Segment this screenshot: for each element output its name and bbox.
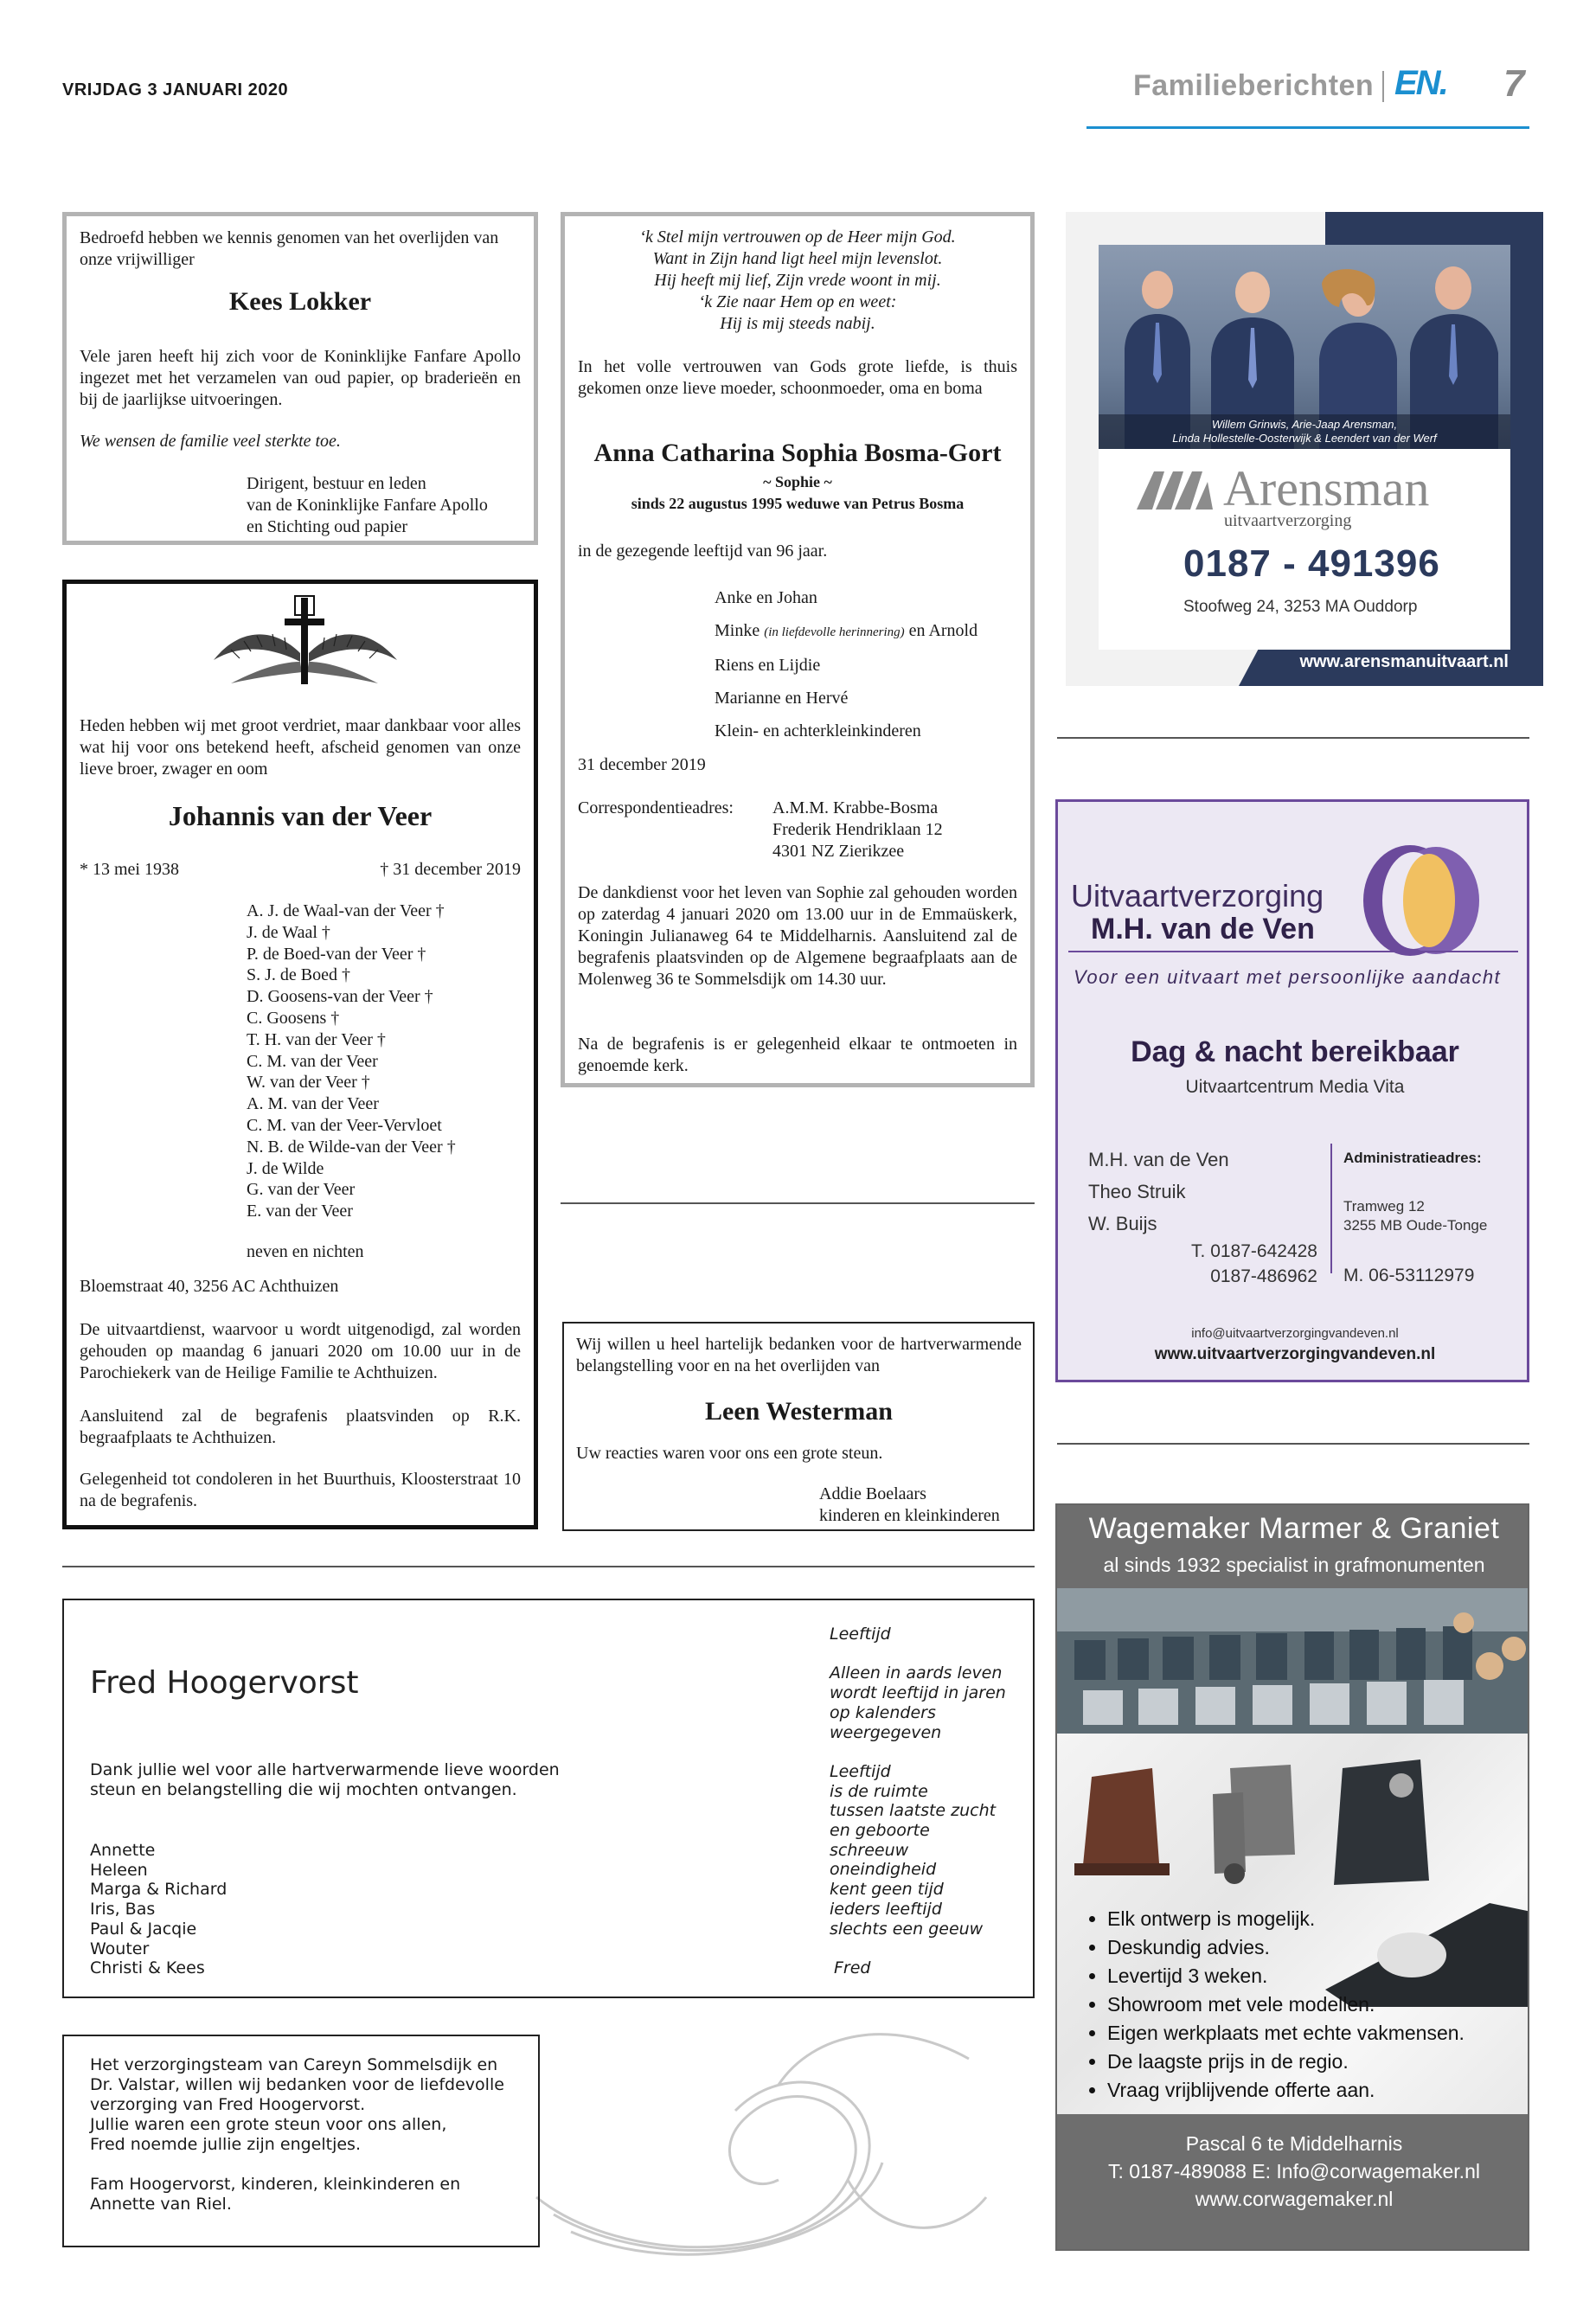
poem-line: Hij heeft mij lief, Zijn vrede woont in mij.	[654, 271, 941, 290]
admin-address	[1343, 1197, 1487, 1235]
family-member: Marianne en Hervé	[715, 689, 849, 708]
family-member: N. B. de Wilde-van der Veer †	[247, 1137, 456, 1157]
contact-line[interactable]: T: 0187-489088 E: Info@corwagemaker.nl	[1108, 2160, 1480, 2182]
phone-number: 0187 - 491396	[1183, 542, 1440, 585]
newspaper-logo: EN.	[1394, 64, 1447, 102]
family-member: A. M. van der Veer	[247, 1094, 379, 1114]
thanks-line: Dr. Valstar, willen wij bedanken voor de liefdevolle	[90, 2075, 504, 2094]
poem-line: wordt leeftijd in jaren	[830, 1683, 1006, 1703]
poem-line: Hij is mij steeds nabij.	[720, 314, 875, 333]
family-member: G. van der Veer	[247, 1180, 356, 1200]
signature-line: en Stichting oud papier	[247, 517, 408, 536]
notice-intro: In het volle vertrouwen van Gods grote liefde, is thuis gekomen onze lieve moeder, schoonmoeder, oma en boma	[578, 357, 1017, 398]
brand-title: Wagemaker Marmer & Graniet	[1088, 1512, 1500, 1545]
correspondence-label: Correspondentieadres:	[578, 798, 734, 817]
thanks-line: Dank jullie wel voor alle hartverwarmende lieve woorden	[90, 1760, 560, 1779]
family-member: J. de Waal †	[247, 922, 330, 942]
header-rule	[1086, 126, 1529, 129]
age-info: in de gezegende leeftijd van 96 jaar.	[578, 542, 828, 561]
deceased-name: Leen Westerman	[705, 1397, 893, 1426]
death-date: † 31 december 2019	[380, 860, 521, 879]
signature-line: van de Koninklijke Fanfare Apollo	[247, 496, 488, 515]
feature-item: • Levertijd 3 weken.	[1107, 1962, 1465, 1990]
signature-line: kinderen en kleinkinderen	[819, 1506, 1000, 1525]
notice-signature	[247, 473, 523, 538]
poem-spacer	[830, 1939, 1006, 1958]
family-member: Heleen	[90, 1860, 148, 1880]
family-list	[90, 1841, 227, 1978]
thanks-line: steun en belangstelling die wij mochten ontvangen.	[90, 1780, 517, 1799]
ad-wagemaker	[1055, 1503, 1529, 2251]
home-address: Bloemstraat 40, 3256 AC Achthuizen	[80, 1277, 339, 1296]
admin-label: Administratieadres:	[1343, 1150, 1482, 1166]
poem-signature: Fred	[834, 1958, 871, 1977]
notice-fred-hoogervorst	[62, 1599, 1035, 1998]
poem-line: oneindigheid	[830, 1860, 937, 1880]
funeral-service: De uitvaartdienst, waarvoor u wordt uitgenodigd, zal worden gehouden op maandag 6 januari 2020 om 10.00 uur in de Parochiekerk van de Heilige Familie te Achthuizen.	[80, 1320, 521, 1382]
team-photo	[1099, 245, 1510, 449]
cross-palm-icon	[205, 593, 404, 692]
nickname: ~ Sophie ~	[763, 473, 832, 490]
notice-leen-westerman	[562, 1322, 1035, 1531]
poem-line: ‘k Stel mijn vertrouwen op de Heer mijn God.	[639, 228, 956, 247]
notice-kees-lokker	[62, 212, 538, 545]
family-member: Iris, Bas	[90, 1900, 156, 1920]
ad-arensman	[1066, 212, 1543, 686]
family-member: Marga & Richard	[90, 1880, 228, 1900]
notice-body: Vele jaren heeft hij zich voor de Koninklijke Fanfare Apollo ingezet met het verzamelen van oud papier, op braderieën en bij de jaarlijkse uitvoeringen.	[80, 347, 521, 409]
thanks-text	[90, 2055, 504, 2214]
poem-line: Alleen in aards leven	[830, 1663, 1003, 1683]
notice-intro: Wij willen u heel hartelijk bedanken voor de hartverwarmende belangstelling voor en na het overlijden van	[576, 1335, 1022, 1375]
graveyard-photo	[1057, 1588, 1529, 1734]
family-member: Klein- en achterkleinkinderen	[715, 721, 921, 740]
signature-line: Fam Hoogervorst, kinderen, kleinkinderen en	[90, 2175, 461, 2194]
deceased-name: Johannis van der Veer	[168, 800, 433, 831]
poem-spacer	[830, 1644, 1006, 1664]
family-name: Minke	[715, 621, 760, 640]
family-member: Christi & Kees	[90, 1958, 205, 1978]
column-divider	[1057, 1443, 1529, 1445]
issue-date: VRIJDAG 3 JANUARI 2020	[62, 80, 289, 99]
thanks-text	[90, 1760, 560, 1800]
notice-intro: Bedroefd hebben we kennis genomen van het overlijden van onze vrijwilliger	[80, 228, 499, 269]
family-member: A. J. de Waal-van der Veer †	[247, 901, 445, 920]
condolence-info: Gelegenheid tot condoleren in het Buurthuis, Kloosterstraat 10 na de begrafenis.	[80, 1470, 521, 1510]
brand-title: Uitvaartverzorging	[1071, 878, 1324, 913]
feature-item: • Elk ontwerp is mogelijk.	[1107, 1905, 1465, 1933]
family-member: Annette	[90, 1841, 156, 1860]
family-member: C. M. van der Veer-Vervloet	[247, 1115, 442, 1135]
van-de-ven-logo-icon	[1356, 840, 1486, 961]
address: Pascal 6 te Middelharnis	[1185, 2132, 1403, 2155]
burial-info: Aansluitend zal de begrafenis plaatsvinden op R.K. begraafplaats te Achthuizen.	[80, 1407, 521, 1447]
thanks-line: Het verzorgingsteam van Careyn Sommelsdijk en	[90, 2055, 498, 2074]
poem-line: kent geen tijd	[830, 1880, 944, 1900]
notice-johannis-van-der-veer	[62, 580, 538, 1529]
ad-van-de-ven	[1055, 799, 1529, 1382]
family-member: Anke en Johan	[715, 588, 817, 607]
family-member: Paul & Jacqie	[90, 1919, 197, 1939]
column-divider	[1057, 737, 1529, 739]
address-line: Frederik Hendriklaan 12	[772, 820, 943, 839]
family-member: D. Goosens-van der Veer †	[247, 987, 433, 1007]
signature-line: Dirigent, bestuur en leden	[247, 474, 426, 493]
poem-line: is de ruimte	[830, 1781, 928, 1801]
poem-line: op kalenders	[830, 1702, 936, 1722]
feature-item: • Showroom met vele modellen.	[1107, 1990, 1465, 2019]
family-member: Wouter	[90, 1939, 150, 1958]
poem-line: en geboorte	[830, 1821, 930, 1841]
slogan: Voor een uitvaart met persoonlijke aandacht	[1074, 966, 1502, 988]
notice-intro: Heden hebben wij met groot verdriet, maar dankbaar voor alles wat hij voor ons betekend heeft, afscheid genomen van onze lieve broer, zwager en oom	[80, 716, 521, 779]
thanks-line: Uw reacties waren voor ons een grote steun.	[576, 1444, 883, 1463]
family-list	[247, 901, 523, 1222]
family-member	[715, 614, 1026, 649]
website-link[interactable]: www.arensmanuitvaart.nl	[1299, 652, 1509, 671]
feature-item: • De laagste prijs in de regio.	[1107, 2048, 1465, 2076]
availability-heading: Dag & nacht bereikbaar	[1131, 1035, 1459, 1068]
feature-item: • Eigen werkplaats met echte vakmensen.	[1107, 2019, 1465, 2048]
staff-member: M.H. van de Ven	[1088, 1149, 1229, 1170]
family-member: E. van der Veer	[247, 1202, 353, 1221]
address-line: 4301 NZ Zierikzee	[772, 842, 905, 861]
family-name: en Arnold	[908, 621, 978, 640]
photo-caption	[1099, 418, 1510, 445]
address-line: 3255 MB Oude-Tonge	[1343, 1217, 1488, 1234]
family-member: Riens en Lijdie	[715, 656, 821, 675]
caption-line: Linda Hollestelle-Oosterwijk & Leendert van der Werf	[1172, 432, 1437, 445]
poem-spacer	[830, 1742, 1006, 1762]
mobile-number: M. 06-53112979	[1343, 1266, 1475, 1285]
deceased-name: Kees Lokker	[228, 287, 372, 316]
poem-line: Want in Zijn hand ligt heel mijn levenslot.	[652, 249, 943, 268]
section-title: Familieberichten	[1133, 69, 1375, 102]
poem-title: Leeftijd	[830, 1625, 891, 1644]
thanks-line: Fred noemde jullie zijn engeltjes.	[90, 2135, 361, 2154]
deceased-name: Fred Hoogervorst	[90, 1665, 359, 1701]
spacer	[90, 2155, 504, 2175]
family-list	[715, 581, 1026, 747]
family-member: J. de Wilde	[247, 1158, 324, 1178]
feature-item: • Vraag vrijblijvende offerte aan.	[1107, 2076, 1465, 2105]
address-line: Tramweg 12	[1343, 1198, 1425, 1215]
poem-line: tussen laatste zucht	[830, 1801, 997, 1821]
notice-signature	[819, 1484, 1000, 1527]
center-name: Uitvaartcentrum Media Vita	[1185, 1077, 1405, 1097]
notice-anna-bosma-gort	[561, 212, 1035, 1087]
arensman-logo-icon	[1135, 466, 1221, 513]
service-info: De dankdienst voor het leven van Sophie zal gehouden worden op zaterdag 4 januari 2020 om 13.00 uur in de Emmaüskerk, Koningin Julianaweg 64 te Middelharnis. Aansluitend zal de begrafenis plaatsvinden op de Algemene begraafplaats aan de Molenweg 36 te Sommelsdijk om 14.30 uur.	[578, 883, 1017, 989]
staff-member: W. Buijs	[1088, 1213, 1157, 1234]
column-divider	[561, 1202, 1035, 1204]
staff-list	[1088, 1144, 1229, 1240]
poem-line: schreeuw	[830, 1840, 909, 1860]
poem-line: ‘k Zie naar Hem op en weet:	[698, 292, 897, 311]
notice-date: 31 december 2019	[578, 755, 706, 774]
deceased-name: Anna Catharina Sophia Bosma-Gort	[593, 439, 1002, 467]
website-link[interactable]: www.uitvaartverzorgingvandeven.nl	[1154, 1345, 1436, 1363]
family-member: S. J. de Boed †	[247, 965, 350, 985]
contact-block	[1057, 2130, 1529, 2213]
notice-careyn-thanks	[62, 2035, 540, 2247]
nephews-nieces: neven en nichten	[247, 1242, 364, 1261]
brand-name: M.H. van de Ven	[1091, 913, 1315, 945]
poem	[574, 227, 1022, 335]
website-link[interactable]: www.corwagemaker.nl	[1195, 2188, 1394, 2210]
phone-number: T. 0187-642428	[1191, 1241, 1317, 1261]
poem-line: Leeftijd	[830, 1761, 891, 1781]
swirl-ornament	[519, 1981, 1003, 2275]
section-divider	[62, 1566, 1035, 1567]
email-link[interactable]: info@uitvaartverzorgingvandeven.nl	[1191, 1326, 1399, 1341]
address-line: A.M.M. Krabbe-Bosma	[772, 798, 939, 817]
in-memory-note: (in liefdevolle herinnering)	[764, 625, 905, 639]
page-number: 7	[1503, 62, 1525, 105]
brand-rule	[1068, 951, 1518, 952]
brand-name: Arensman	[1223, 460, 1430, 516]
monuments-photo	[1057, 1734, 1529, 1889]
family-member: W. van der Veer †	[247, 1073, 370, 1093]
poem-line: slechts een geeuw	[830, 1919, 984, 1939]
birth-date: * 13 mei 1938	[80, 860, 179, 879]
correspondence-address	[772, 798, 943, 862]
column-rule	[1330, 1144, 1332, 1273]
family-member: C. Goosens †	[247, 1008, 340, 1028]
feature-list	[1057, 1905, 1465, 2105]
poem	[830, 1625, 1006, 1978]
family-member: P. de Boed-van der Veer †	[247, 944, 426, 964]
address: Stoofweg 24, 3253 MA Ouddorp	[1183, 598, 1418, 616]
staff-member: Theo Struik	[1088, 1181, 1186, 1202]
poem-line: ieders leeftijd	[830, 1899, 942, 1919]
family-member: C. M. van der Veer	[247, 1051, 378, 1071]
family-member: T. H. van der Veer †	[247, 1029, 386, 1049]
phone-number: 0187-486962	[1210, 1266, 1317, 1286]
poem-line: weergegeven	[830, 1722, 942, 1742]
thanks-line: Jullie waren een grote steun voor ons allen,	[90, 2115, 447, 2134]
caption-line: Willem Grinwis, Arie-Jaap Arensman,	[1211, 418, 1398, 431]
contact-card	[1099, 449, 1510, 650]
brand-subtitle: al sinds 1932 specialist in grafmonumenten	[1103, 1554, 1485, 1576]
feature-item: • Deskundig advies.	[1107, 1933, 1465, 1962]
phone-numbers	[1179, 1239, 1317, 1289]
notice-wish: We wensen de familie veel sterkte toe.	[80, 432, 341, 451]
signature-line: Addie Boelaars	[819, 1484, 926, 1503]
gathering-info: Na de begrafenis is er gelegenheid elkaar te ontmoeten in genoemde kerk.	[578, 1035, 1017, 1075]
widow-info: sinds 22 augustus 1995 weduwe van Petrus Bosma	[631, 495, 965, 512]
signature-line: Annette van Riel.	[90, 2195, 232, 2214]
thanks-line: verzorging van Fred Hoogervorst.	[90, 2095, 366, 2114]
brand-subtitle: uitvaartverzorging	[1224, 511, 1352, 530]
header-divider	[1382, 71, 1384, 102]
